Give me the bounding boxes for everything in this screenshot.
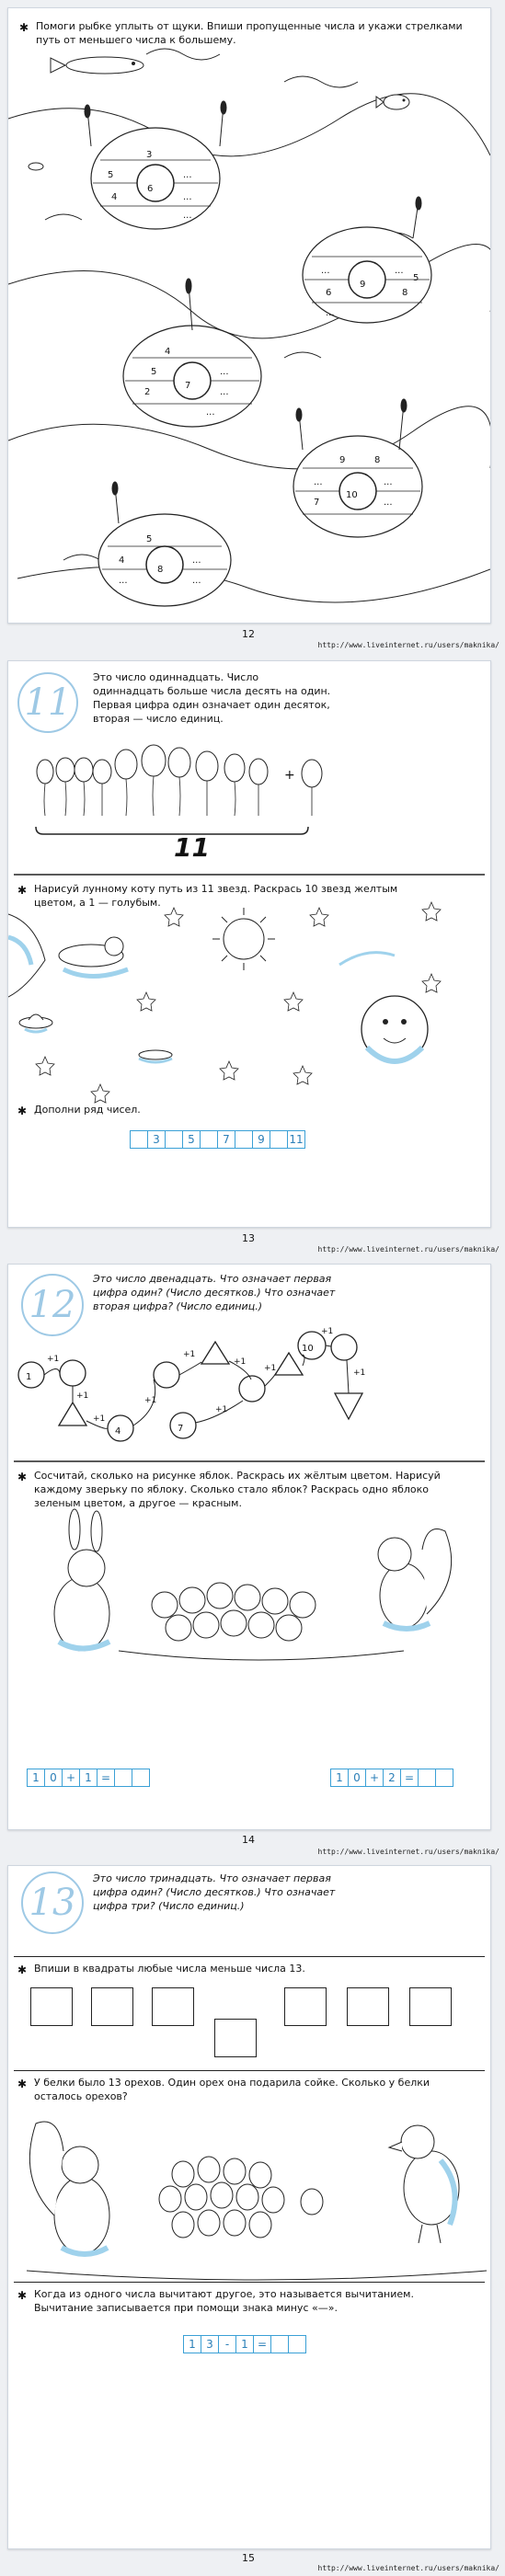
path-number-4: 4 — [115, 1426, 121, 1437]
island-number: 4 — [165, 347, 171, 357]
island-number: ... — [192, 576, 201, 586]
island-number: ... — [314, 477, 323, 487]
series-cell[interactable] — [235, 1130, 253, 1149]
island-number: ... — [206, 407, 215, 418]
eq-cell[interactable]: 2 — [384, 1769, 401, 1787]
task3-text: Когда из одного числа вычитают другое, это называется вычитанием. Вычитание записывается при помощи знака минус «—». — [34, 2288, 414, 2314]
subtraction-strip — [183, 2335, 306, 2353]
island-8-center: 8 — [157, 565, 164, 575]
workbook-page-14 — [7, 1264, 491, 1830]
series-cell[interactable]: 11 — [288, 1130, 305, 1149]
island-number: 5 — [151, 367, 157, 377]
island-number: 8 — [402, 288, 408, 298]
jay-bird-icon — [389, 2125, 459, 2243]
plus-one-label: +1 — [353, 1368, 366, 1378]
eq-cell[interactable]: 1 — [236, 2335, 254, 2353]
squirrel-and-jay-illustration — [8, 1866, 490, 2548]
task2-text: У белки было 13 орехов. Один орех она подарила сойке. Сколько у белки осталось орехов? — [34, 2077, 430, 2102]
island-number: ... — [384, 498, 393, 508]
source-url[interactable]: http://www.liveinternet.ru/users/maknika/ — [317, 2564, 499, 2572]
path-number-1: 1 — [26, 1372, 32, 1382]
eq-cell[interactable] — [419, 1769, 436, 1787]
series-cell[interactable]: 9 — [253, 1130, 270, 1149]
task-star-icon: ✱ — [17, 2078, 28, 2090]
eq-cell[interactable]: + — [366, 1769, 384, 1787]
eq-cell[interactable]: 1 — [27, 1769, 45, 1787]
series-cell[interactable]: 3 — [148, 1130, 166, 1149]
plus-one-label: +1 — [183, 1350, 196, 1359]
island-numbers — [8, 8, 490, 623]
comet-icon — [339, 953, 395, 965]
task-star-icon: ✱ — [17, 1471, 28, 1483]
path-number-10: 10 — [302, 1344, 314, 1354]
island-6-center: 6 — [147, 184, 154, 194]
island-number: ... — [183, 211, 192, 221]
plus-one-label: +1 — [144, 1396, 157, 1405]
island-number: ... — [192, 555, 201, 566]
island-10-center: 10 — [346, 490, 358, 500]
island-number: ... — [384, 477, 393, 487]
eq-cell[interactable]: 1 — [80, 1769, 98, 1787]
plus-one-label: +1 — [47, 1355, 60, 1364]
island-7-center: 7 — [185, 381, 191, 391]
task1-text: Впиши в квадраты любые числа меньше числа 13. — [34, 1963, 305, 1975]
task1-text: Нарисуй лунному коту путь из 11 звезд. Раскрась 10 звезд желтым цветом, а 1 — голубым. — [34, 883, 398, 909]
svg-text:+: + — [284, 768, 295, 783]
task-star-icon: ✱ — [17, 884, 28, 897]
island-number: ... — [183, 192, 192, 202]
divider — [14, 2282, 485, 2283]
eq-cell[interactable]: = — [254, 2335, 271, 2353]
source-url[interactable]: http://www.liveinternet.ru/users/maknika/ — [317, 641, 499, 649]
eq-cell[interactable]: 3 — [201, 2335, 219, 2353]
plate-icon — [139, 1050, 172, 1059]
moon-cat-icon — [59, 937, 128, 977]
task-star-icon: ✱ — [17, 1963, 28, 1976]
squirrel-icon — [29, 2122, 109, 2254]
number-11-badge: 11 — [17, 672, 78, 733]
eq-cell[interactable] — [115, 1769, 132, 1787]
series-cell[interactable] — [201, 1130, 218, 1149]
plus-one-label: +1 — [264, 1364, 277, 1373]
island-number: 5 — [413, 273, 419, 283]
island-number: 9 — [339, 455, 346, 465]
eq-cell[interactable] — [289, 2335, 306, 2353]
island-9-center: 9 — [360, 280, 366, 290]
island-number: ... — [119, 576, 128, 586]
source-url[interactable]: http://www.liveinternet.ru/users/maknika/ — [317, 1848, 499, 1856]
number-series-strip — [130, 1130, 305, 1149]
intro-text: Это число одиннадцать. Число одиннадцать больше числа десять на один. Первая цифра один означает один десяток, вторая — число единиц. — [93, 671, 331, 725]
plus-one-label: +1 — [93, 1414, 106, 1424]
task-star-icon: ✱ — [19, 21, 29, 34]
page-number: 14 — [242, 1834, 255, 1846]
eq-cell[interactable] — [271, 2335, 289, 2353]
sum-label: 11 — [174, 832, 210, 863]
source-url[interactable]: http://www.liveinternet.ru/users/maknika/ — [317, 1245, 499, 1254]
eq-cell[interactable]: + — [63, 1769, 80, 1787]
moon-icon — [362, 996, 428, 1062]
intro-text: Это число двенадцать. Что означает первая цифра один? (Число десятков.) Что означает вторая цифра? (Число единиц.) — [93, 1273, 336, 1312]
task-star-icon: ✱ — [17, 2289, 28, 2302]
island-number: 5 — [108, 170, 114, 180]
plus-one-label: +1 — [321, 1327, 334, 1336]
eq-cell[interactable]: 1 — [183, 2335, 201, 2353]
workbook-page-13 — [7, 660, 491, 1228]
plus-one-label: +1 — [215, 1405, 228, 1414]
island-number: 2 — [144, 387, 151, 397]
equation-strip-1 — [27, 1769, 150, 1787]
ufo-icon — [19, 1014, 52, 1032]
equation-strip-2 — [330, 1769, 453, 1787]
plus-one-label: +1 — [234, 1357, 247, 1367]
island-number: ... — [326, 308, 335, 318]
eq-cell[interactable] — [132, 1769, 150, 1787]
task-text: Помоги рыбке уплыть от щуки. Впиши пропущенные числа и укажи стрелками путь от меньшего числа к большему. — [36, 20, 463, 46]
sun-icon — [212, 908, 275, 970]
path-numbers — [8, 1265, 490, 1829]
island-number: 6 — [326, 288, 332, 298]
task-star-icon: ✱ — [17, 1105, 28, 1117]
task-text: Сосчитай, сколько на рисунке яблок. Раскрась их жёлтым цветом. Нарисуй каждому зверьку по яблоку. Сколько стало яблок? Раскрась одно яблоко зеленым цветом, а другое — красным. — [34, 1470, 441, 1509]
island-number: 7 — [314, 498, 320, 508]
task2-text: Дополни ряд чисел. — [34, 1104, 141, 1116]
island-number: ... — [321, 266, 330, 276]
series-cell[interactable]: 7 — [218, 1130, 235, 1149]
eq-cell[interactable]: = — [401, 1769, 419, 1787]
island-number: 5 — [146, 534, 153, 544]
island-number: 4 — [119, 555, 125, 566]
page-number: 13 — [242, 1232, 255, 1244]
workbook-page-12 — [7, 7, 491, 624]
island-number: ... — [395, 266, 404, 276]
eq-cell[interactable]: 1 — [330, 1769, 349, 1787]
island-number: 3 — [146, 150, 153, 160]
workbook-page-15 — [7, 1865, 491, 2549]
page-number: 15 — [242, 2552, 255, 2564]
series-cell[interactable] — [166, 1130, 183, 1149]
island-number: 8 — [374, 455, 381, 465]
series-cell[interactable] — [130, 1130, 148, 1149]
eq-cell[interactable]: = — [98, 1769, 115, 1787]
island-number: ... — [220, 387, 229, 397]
number-12-badge: 12 — [21, 1274, 84, 1336]
plus-one-label: +1 — [76, 1391, 89, 1401]
series-cell[interactable]: 5 — [183, 1130, 201, 1149]
number-13-badge: 13 — [21, 1872, 84, 1934]
island-number: 4 — [111, 192, 118, 202]
path-number-7: 7 — [178, 1424, 184, 1434]
page-number: 12 — [242, 628, 255, 640]
eq-cell[interactable] — [436, 1769, 453, 1787]
eq-cell[interactable]: 0 — [349, 1769, 366, 1787]
island-number: ... — [220, 367, 229, 377]
intro-text: Это число тринадцать. Что означает первая цифра один? (Число десятков.) Что означает цифра три? (Число единиц.) — [93, 1872, 336, 1912]
island-number: ... — [183, 170, 192, 180]
eq-cell[interactable]: 0 — [45, 1769, 63, 1787]
eq-cell[interactable]: - — [219, 2335, 236, 2353]
series-cell[interactable] — [270, 1130, 288, 1149]
